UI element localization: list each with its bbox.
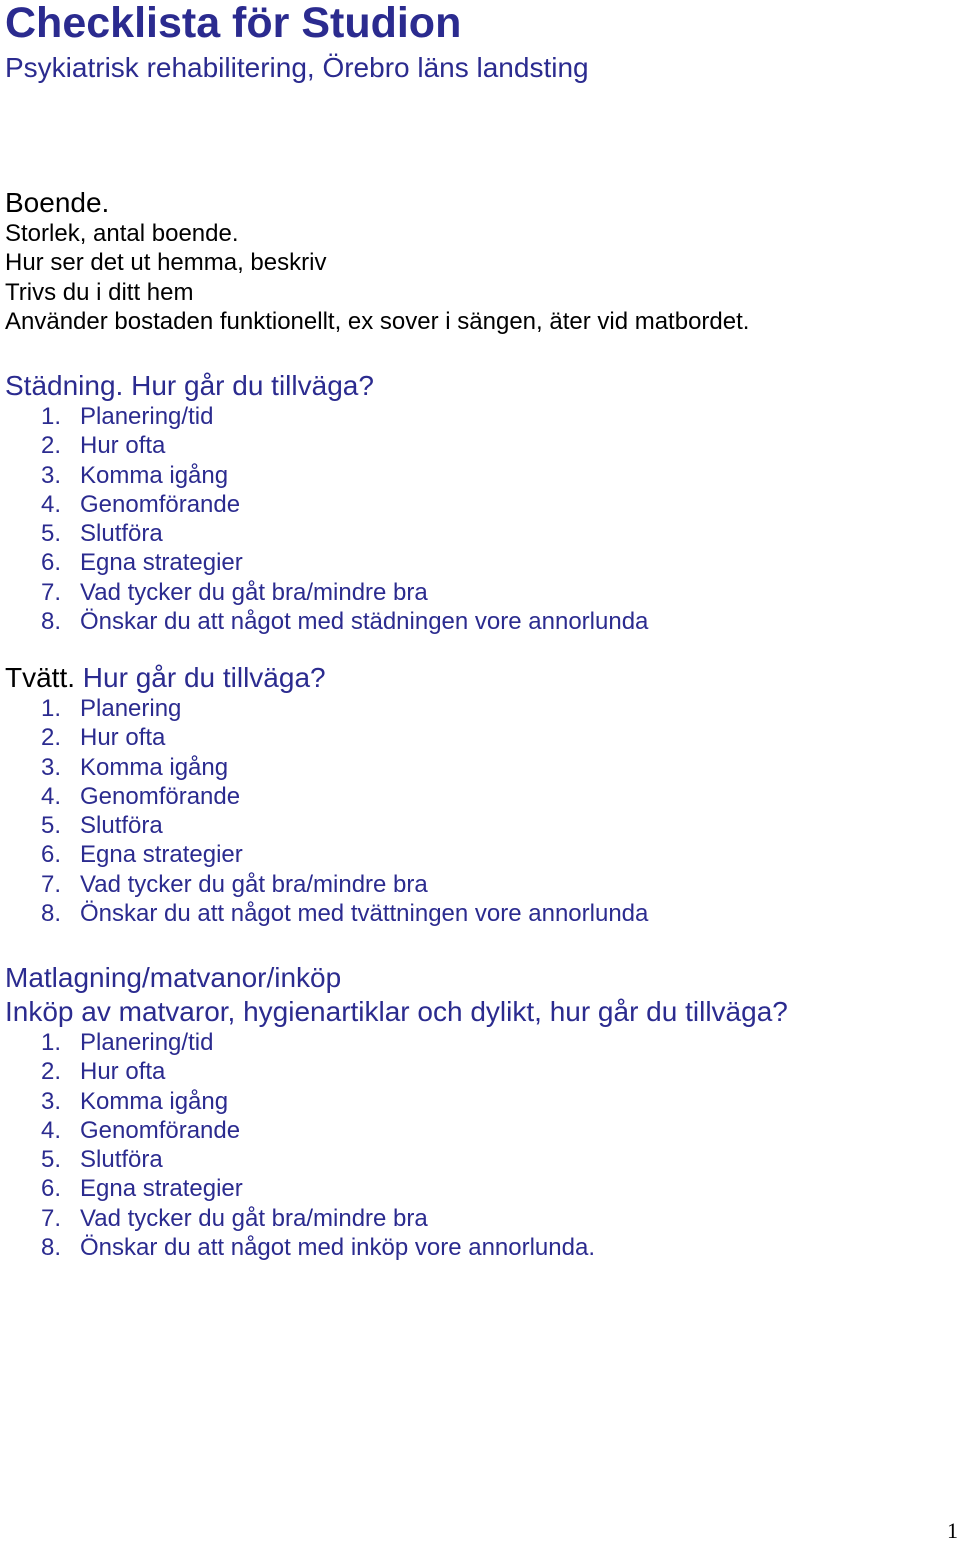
list-item: 3. Komma igång [41,461,229,489]
boende-lines [5,219,749,336]
boende-line: Trivs du i ditt hem [5,278,194,306]
matlagning-list [41,1028,595,1262]
stadning-list [41,402,648,636]
list-item: 7. Vad tycker du gåt bra/mindre bra [41,870,428,898]
list-item: 6. Egna strategier [41,549,243,577]
stadning-heading-question: Hur går du tillväga? [131,370,374,401]
tvatt-heading-prefix: Tvätt. [5,662,76,693]
page-number: 1 [947,1518,958,1543]
document-subtitle: Psykiatrisk rehabilitering, Örebro läns landsting [5,52,589,83]
list-item: 6. Egna strategier [41,841,243,869]
list-item: 7. Vad tycker du gåt bra/mindre bra [41,1204,428,1232]
boende-line: Hur ser det ut hemma, beskriv [5,249,327,277]
list-item: 2. Hur ofta [41,1058,166,1086]
matlagning-heading: Matlagning/matvanor/inköp [5,962,342,993]
list-item: 2. Hur ofta [41,432,166,460]
list-item: 2. Hur ofta [41,724,166,752]
boende-heading: Boende. [5,187,110,218]
list-item: 5. Slutföra [41,1146,163,1174]
list-item: 8. Önskar du att något med städningen vore annorlunda [41,608,649,636]
list-item: 8. Önskar du att något med inköp vore annorlunda. [41,1234,595,1262]
list-item: 4. Genomförande [41,782,241,810]
matlagning-question: Inköp av matvaror, hygienartiklar och dylikt, hur går du tillväga? [5,996,788,1027]
stadning-heading [5,369,374,403]
tvatt-list [41,694,648,928]
list-item: 3. Komma igång [41,1087,229,1115]
boende-line: Använder bostaden funktionellt, ex sover i sängen, äter vid matbordet. [5,307,750,335]
list-item: 3. Komma igång [41,753,229,781]
list-item: 5. Slutföra [41,812,163,840]
list-item: 6. Egna strategier [41,1175,243,1203]
boende-line: Storlek, antal boende. [5,220,239,247]
list-item: 1. Planering/tid [41,1029,214,1056]
tvatt-heading [5,661,326,695]
list-item: 1. Planering [41,695,182,722]
list-item: 7. Vad tycker du gåt bra/mindre bra [41,578,428,606]
list-item: 1. Planering/tid [41,403,214,430]
list-item: 4. Genomförande [41,1116,241,1144]
document-title: Checklista för Studion [5,0,462,47]
list-item: 4. Genomförande [41,490,241,518]
stadning-heading-prefix: Städning. [5,370,124,401]
list-item: 5. Slutföra [41,520,163,548]
list-item: 8. Önskar du att något med tvättningen vore annorlunda [41,900,649,928]
tvatt-heading-question: Hur går du tillväga? [82,662,326,693]
